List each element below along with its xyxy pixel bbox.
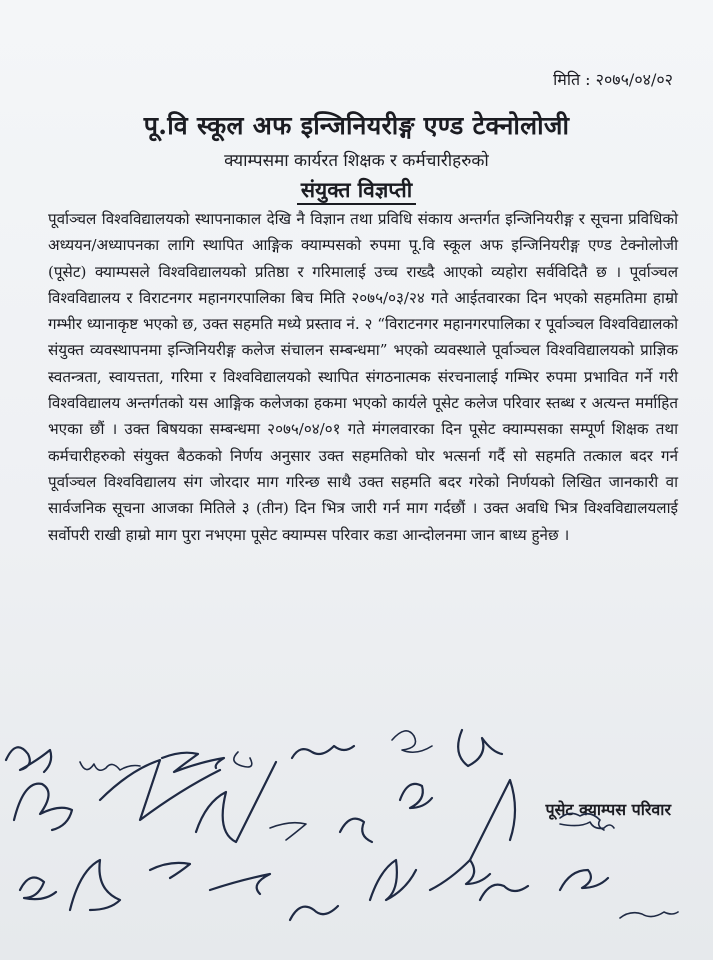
signature-4 — [234, 752, 252, 767]
signature-2 — [80, 762, 140, 770]
signatory-label: पूसेट क्याम्पस परिवार — [545, 800, 671, 819]
notice-body: पूर्वाञ्चल विश्वविद्यालयको स्थापनाकाल देखि नै विज्ञान तथा प्रविधि संकाय अन्तर्गत इन्जिनियरीङ्ग र सूचना प्रविधिको अध्ययन/अध्यापनका लागि स्थापित आङ्गिक क्याम्पसको रुपमा पू.वि स्कूल अफ इन्जिनियरीङ्ग एण्ड टेक्नोलोजी (पूसेट) क्याम्पसले विश्वविद्यालयको प्रतिष्ठा र गरिमालाई उच्च राख्दै आएको व्यहोरा सर्वविदितै छ । पूर्वाञ्चल विश्वविद्यालय र विराटनगर महानगरपालिका बिच मिति २०७५/०३/२४ गते आईतवारका दिन भएको सहमतिमा हाम्रो गम्भीर ध्यानाकृष्ट भएको छ, उक्त सहमति मध्ये प्रस्ताव नं. २ “विराटनगर महानगरपालिका र पूर्वाञ्चल विश्वविद्यालको संयुक्त व्यवस्थापनमा इन्जिनियरीङ्ग कलेज संचालन सम्बन्धमा” भएको व्यवस्थाले पूर्वाञ्चल विश्वविद्यालयको प्राज्ञिक स्वतन्त्रता, स्वायत्तता, गरिमा र विश्वविद्यालयको स्थापित संगठनात्मक संरचनालाई गम्भिर रुपमा प्रभावित गर्ने गरी विश्वविद्यालय अन्तर्गतको यस आङ्गिक कलेजका हकमा भएको कार्यले पूसेट कलेज परिवार स्तब्ध र अत्यन्त मर्माहित भएका छौं । उक्त बिषयका सम्बन्धमा २०७५/०४/०१ गते मंगलवारका दिन पूसेट क्याम्पसका सम्पूर्ण शिक्षक तथा कर्मचारीहरुको संयुक्त बैठकको निर्णय अनुसार उक्त सहमतिको घोर भत्सर्ना गर्दै सो सहमति तत्काल बदर गर्न पूर्वाञ्चल विश्वविद्यालय संग जोरदार माग गरिन्छ साथै उक्त सहमति बदर गरेको निर्णयको लिखित जानकारी वा सार्वजनिक सूचना आजका मितिले ३ (तीन) दिन भित्र जारी गर्न माग गर्दछौं । उक्त अवधि भित्र विश्वविद्यालयलाई सर्वोपरी राखी हाम्रो माग पुरा नभएमा पूसेट क्याम्पस परिवार कडा आन्दोलनमा जान बाध्य हुनेछ । — [48, 210, 678, 544]
notice-heading — [0, 176, 713, 204]
signature-22 — [430, 860, 490, 890]
notice-subtitle: क्याम्पसमा कार्यरत शिक्षक र कर्मचारीहरुको — [224, 151, 489, 171]
signature-25 — [620, 912, 678, 918]
signature-17 — [70, 860, 120, 910]
signature-5 — [292, 746, 354, 758]
signature-13 — [400, 784, 432, 808]
signature-16 — [20, 878, 56, 900]
signature-11 — [270, 823, 306, 840]
signature-26 — [560, 822, 614, 828]
signature-1 — [6, 747, 51, 772]
signature-14 — [470, 780, 515, 860]
signature-23 — [480, 885, 528, 900]
signature-21 — [370, 860, 416, 900]
institution-title: पू.वि स्कूल अफ इन्जिनियरीङ्ग एण्ड टेक्नोलोजी — [143, 111, 570, 140]
signature-8 — [14, 784, 72, 830]
signature-7 — [458, 730, 502, 766]
notice-date: मिति : २०७५/०४/०२ — [553, 70, 673, 89]
signature-19 — [210, 874, 270, 894]
signature-10 — [196, 762, 276, 842]
signature-12 — [340, 819, 372, 842]
signature-9 — [100, 760, 220, 820]
signature-20 — [290, 906, 338, 920]
signature-6 — [392, 731, 432, 752]
notice-heading-text: संयुक्त विज्ञप्ती — [297, 177, 416, 205]
signature-24 — [560, 870, 608, 890]
signature-18 — [150, 863, 190, 878]
signature-3 — [162, 753, 224, 772]
handwritten-signatures — [0, 700, 713, 960]
